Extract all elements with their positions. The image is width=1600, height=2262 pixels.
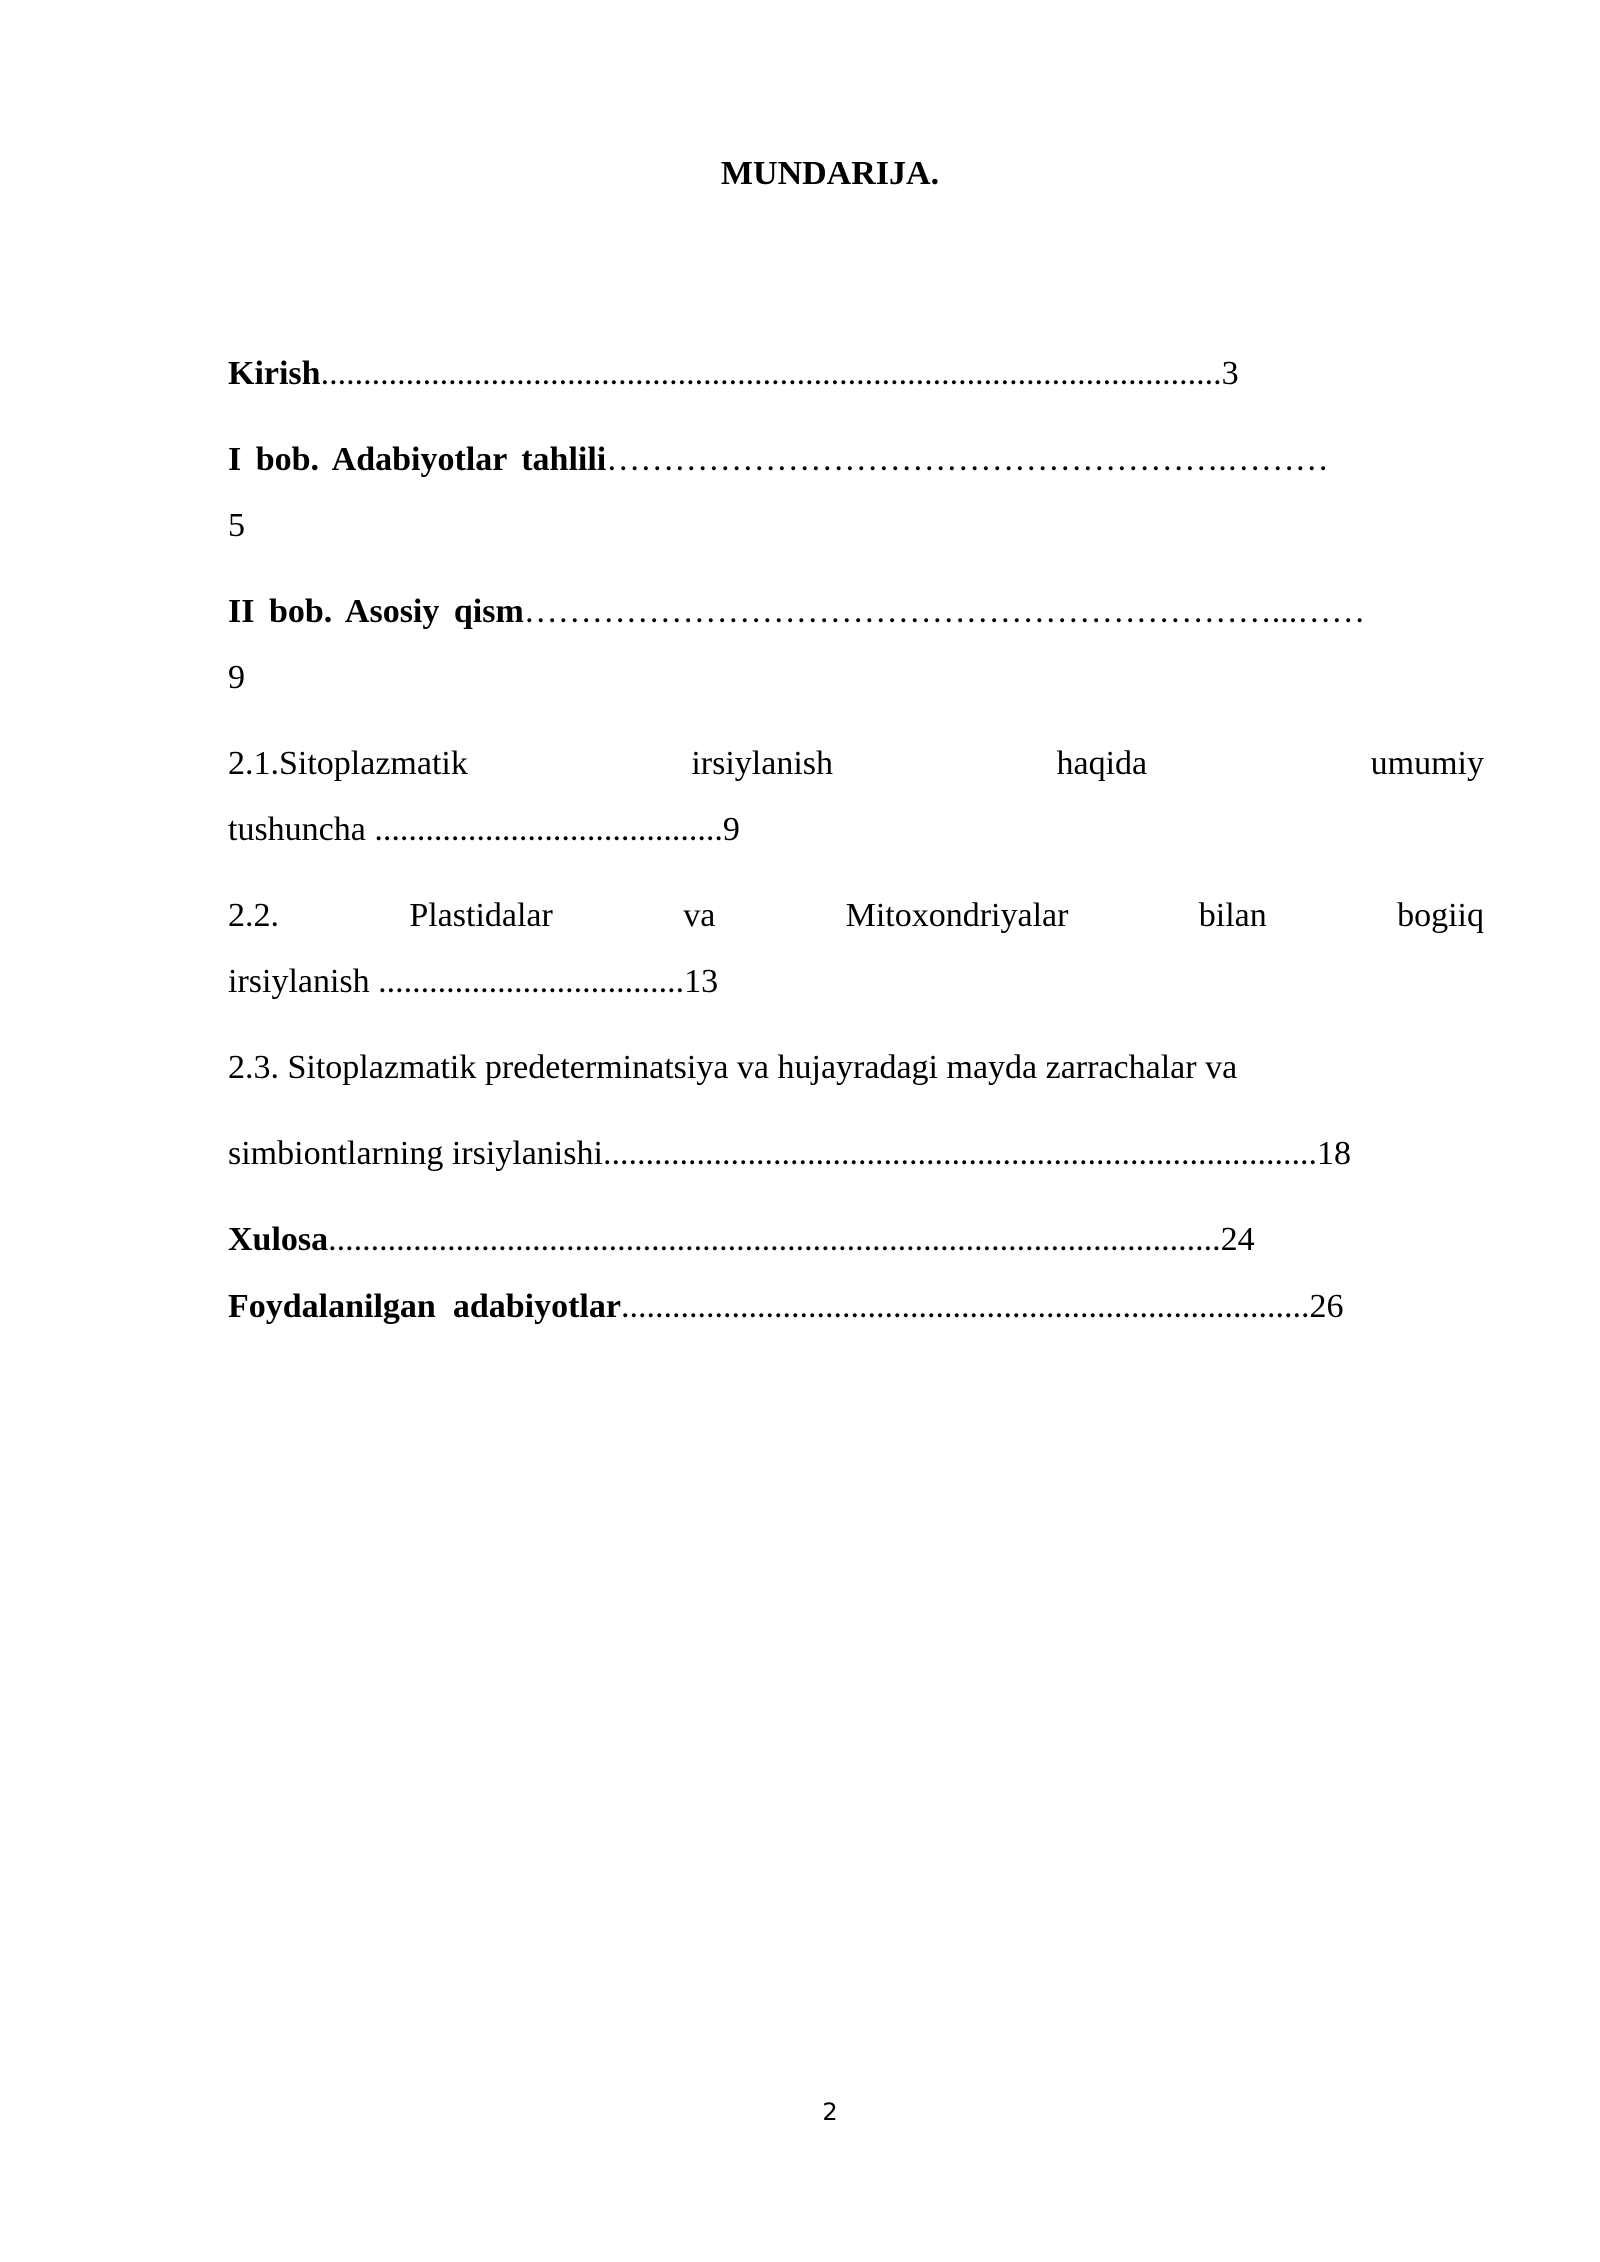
toc-word: bogiiq — [1397, 897, 1484, 934]
toc-leader: .......................................................................................................... — [320, 355, 1222, 392]
toc-leader: ......................................................................................................... — [328, 1221, 1221, 1258]
toc-page-number: 9 — [228, 659, 245, 696]
toc-word: va — [683, 897, 716, 934]
toc-page-number: 3 — [1221, 355, 1239, 392]
toc-word: bilan — [1198, 897, 1267, 934]
toc-entry-bob2-page — [228, 656, 1484, 700]
toc-entry-bob1[interactable] — [228, 438, 1484, 482]
toc-entry-2-2-cont — [228, 960, 1484, 1004]
toc-page-number: 18 — [1316, 1135, 1351, 1172]
toc-entry-label: Xulosa — [228, 1221, 329, 1258]
toc-word: Mitoxondriyalar — [845, 897, 1069, 934]
toc-entry-2-1-cont — [228, 808, 1484, 852]
toc-entry-label: Kirish — [228, 355, 321, 392]
toc-leader: .................................................................................... — [602, 1135, 1317, 1172]
toc-leader: ................................................................................. — [620, 1288, 1310, 1325]
toc-entry-label: tushuncha — [228, 811, 366, 848]
toc-leader: ……………………………………………….……… — [606, 441, 1329, 478]
toc-entry-2-3[interactable] — [228, 1046, 1484, 1090]
toc-entry-label: I bob. Adabiyotlar tahlili — [228, 441, 607, 478]
toc-word: haqida — [1056, 745, 1148, 782]
page-number: 2 — [822, 2098, 838, 2126]
toc-word: Plastidalar — [409, 897, 553, 934]
toc-page-number: 9 — [722, 811, 740, 848]
toc-entry-2-2[interactable] — [228, 894, 1484, 938]
toc-entry-bob1-page — [228, 504, 1484, 548]
toc-entry-label: irsiylanish — [228, 963, 370, 1000]
toc-page-number: 26 — [1309, 1288, 1344, 1325]
toc-title: MUNDARIJA. — [720, 155, 940, 192]
toc-page-number: 5 — [228, 507, 245, 544]
toc-entry-label: II bob. Asosiy qism — [228, 593, 524, 630]
toc-page-number: 24 — [1220, 1221, 1255, 1258]
toc-entry-2-3-cont — [228, 1132, 1484, 1176]
toc-entry-bob2[interactable] — [228, 590, 1484, 634]
toc-entry-label: simbiontlarning irsiylanishi — [228, 1135, 603, 1172]
toc-word: irsiylanish — [691, 745, 834, 782]
toc-word: umumiy — [1370, 745, 1484, 782]
toc-leader: .................................... — [378, 963, 685, 1000]
toc-entry-kirish[interactable] — [228, 352, 1484, 396]
toc-entry-xulosa[interactable] — [228, 1218, 1484, 1262]
toc-entry-label: 2.3. Sitoplazmatik predeterminatsiya va hujayradagi mayda zarrachalar va — [228, 1049, 1238, 1086]
toc-entry-2-1[interactable] — [228, 742, 1484, 786]
toc-entry-foydalanilgan[interactable] — [228, 1285, 1484, 1329]
toc-leader: …………………………………………………………...…… — [523, 593, 1366, 630]
toc-word: 2.1.Sitoplazmatik — [228, 745, 468, 782]
toc-leader: ......................................... — [374, 811, 723, 848]
toc-page-number: 13 — [684, 963, 719, 1000]
toc-entry-label: Foydalanilgan adabiyotlar — [228, 1288, 621, 1325]
toc-word: 2.2. — [228, 897, 279, 934]
